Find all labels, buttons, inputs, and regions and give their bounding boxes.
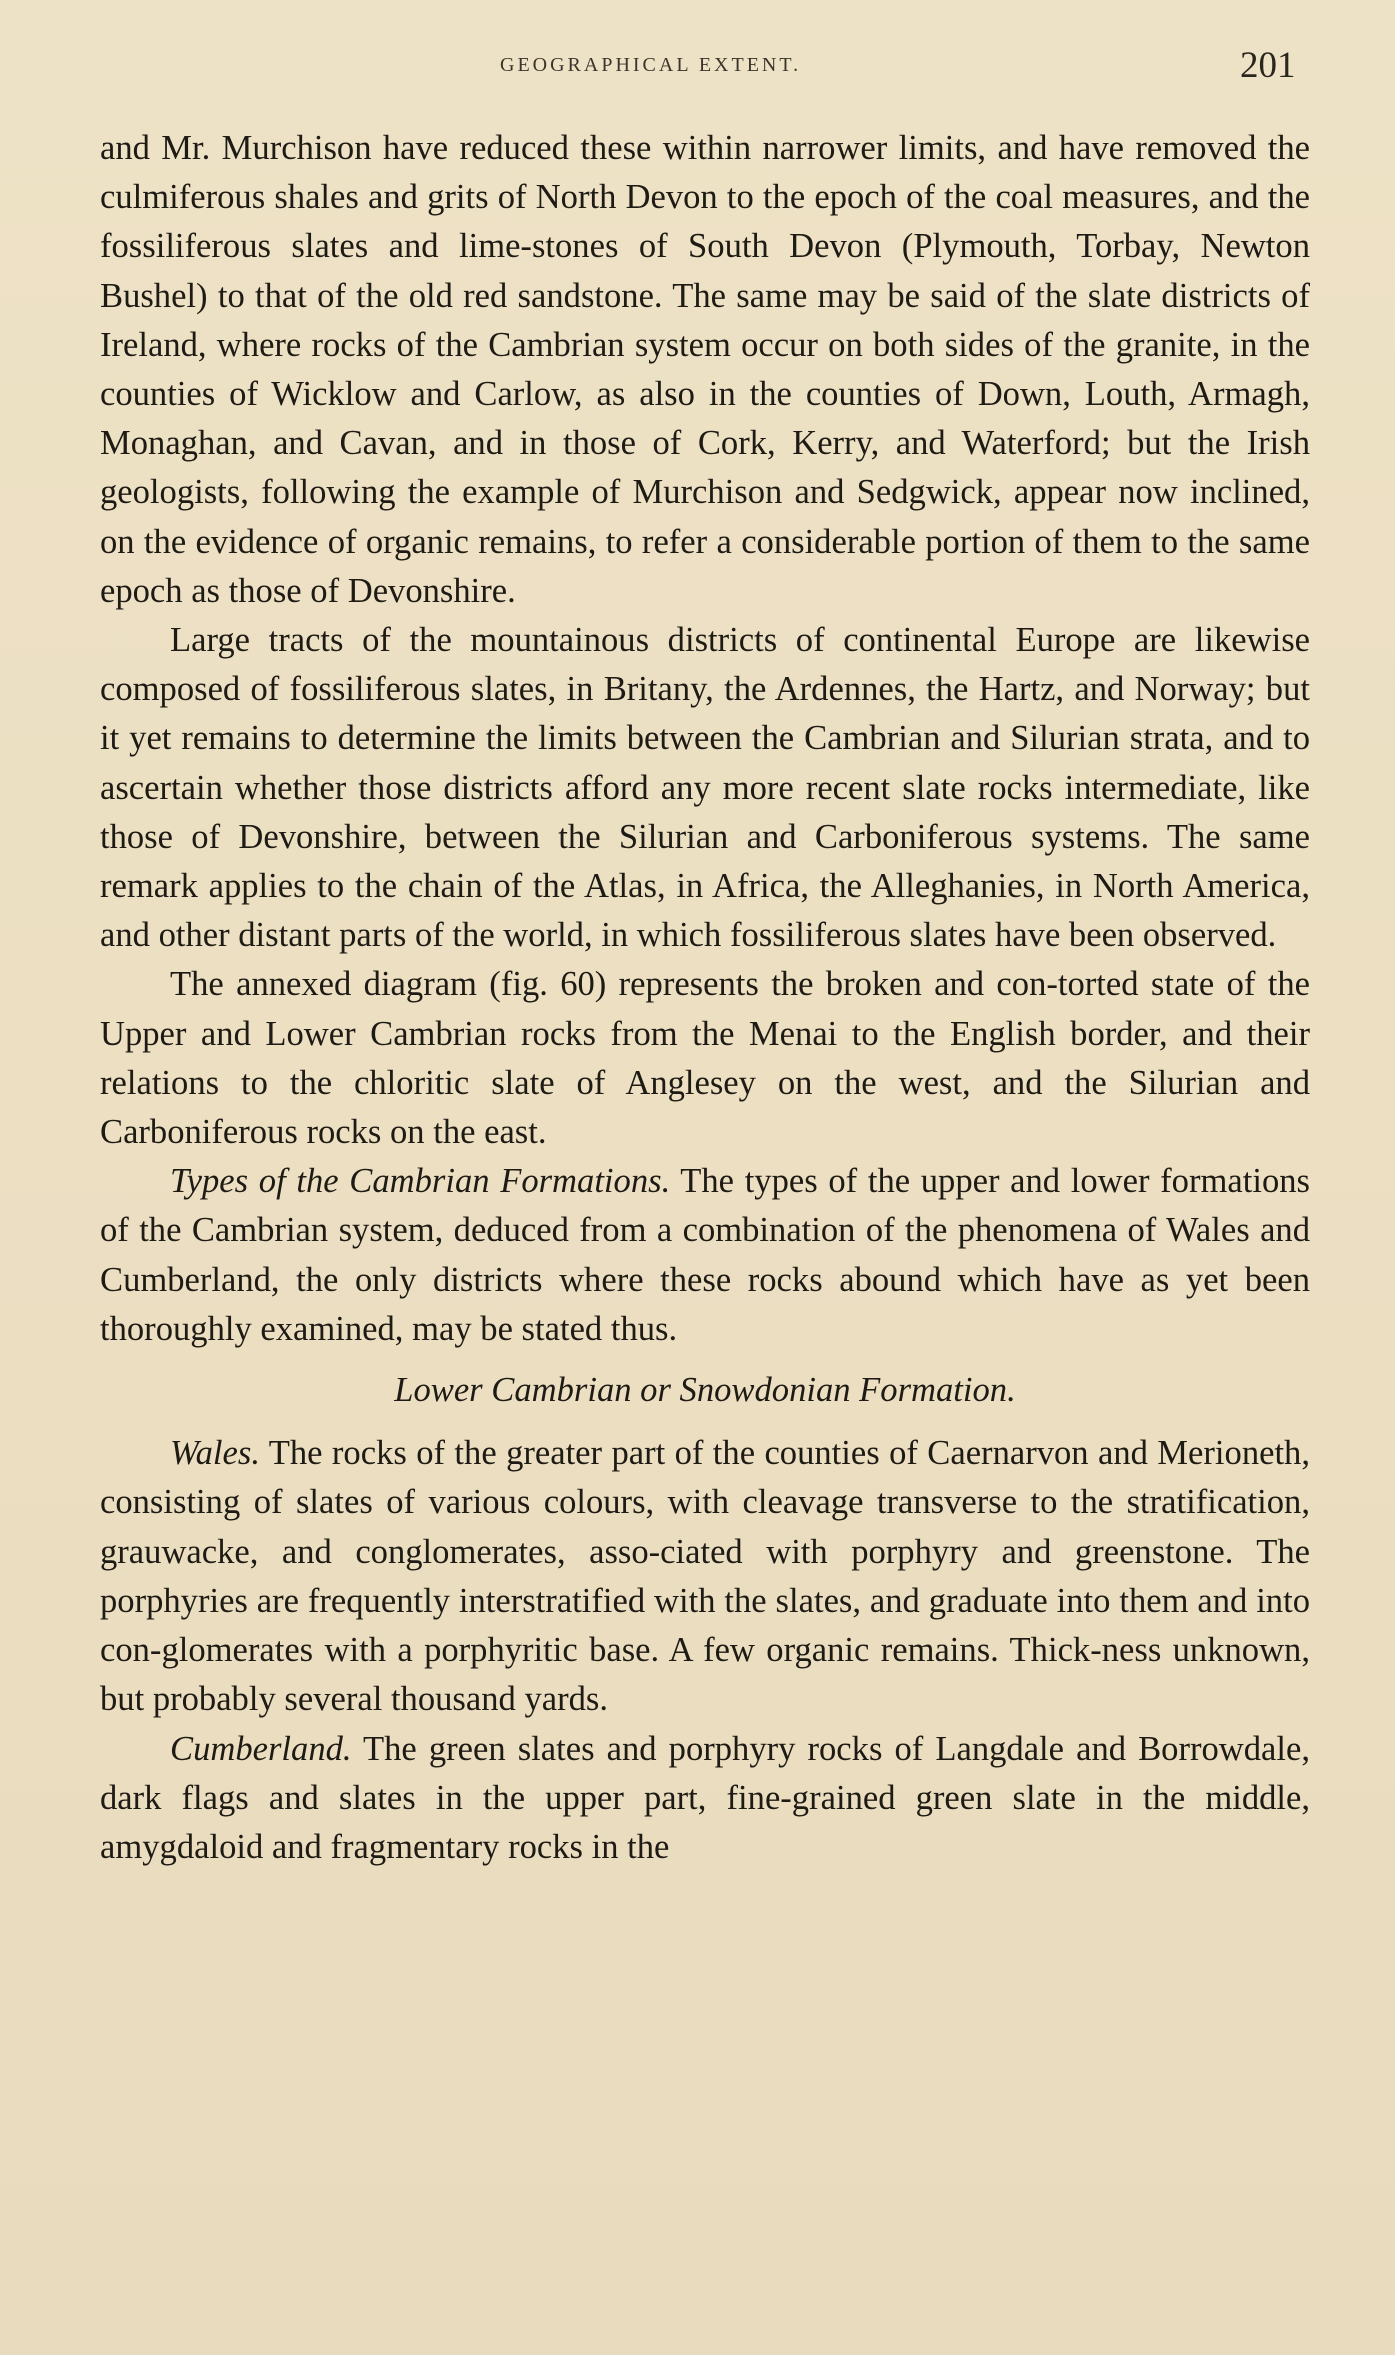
running-title: GEOGRAPHICAL EXTENT. [500,54,802,76]
paragraph-3: The annexed diagram (fig. 60) represents the broken and con-torted state of the Upper and Lower Cambrian rocks from the Menai to the English border, and their relations to the chloritic slate of Anglesey on the west, and the Silurian and Carboniferous rocks on the east. [100,965,1310,1152]
paragraph-2: Large tracts of the mountainous districts of continental Europe are likewise composed of fossiliferous slates, in Britany, the Ardennes, the Hartz, and Norway; but it yet remains to determine the limits between the Cambrian and Silurian strata, and to ascertain whether those districts afford any more recent slate rocks intermediate, like those of Devonshire, between the Silurian and Carboniferous systems. The same remark applies to the chain of the Atlas, in Africa, the Alleghanies, in North America, and other distant parts of the world, in which fossiliferous slates have been observed. [100,621,1310,955]
paragraph-wales-text: The rocks of the greater part of the counties of Caernarvon and Merioneth, consisting of slates of various colours, with cleavage transverse to the stratification, grauwacke, and conglomerates, asso-ciated with porphyry and greenstone. The porphyries are frequently interstratified with the slates, and graduate into them and into con-glomerates with a porphyritic base. A few organic remains. Thick-ness unknown, but probably several thousand yards. [100,1434,1310,1719]
paragraph-1: and Mr. Murchison have reduced these within narrower limits, and have removed the culmiferous shales and grits of North Devon to the epoch of the coal measures, and the fossiliferous slates and lime-stones of South Devon (Plymouth, Torbay, Newton Bushel) to that of the old red sandstone. The same may be said of the slate districts of Ireland, where rocks of the Cambrian system occur on both sides of the granite, in the counties of Wicklow and Carlow, as also in the counties of Down, Louth, Armagh, Monaghan, and Cavan, and in those of Cork, Kerry, and Waterford; but the Irish geologists, following the example of Murchison and Sedgwick, appear now inclined, on the evidence of organic remains, to refer a considerable portion of them to the same epoch as those of Devonshire. [100,129,1310,610]
page-number: 201 [1240,45,1296,86]
paragraph-4-text: The types of the upper and lower formations of the Cambrian system, deduced from a combination of the phenomena of Wales and Cumberland, the only districts where these rocks abound which have as yet been thoroughly examined, may be stated thus. [100,1162,1310,1348]
paragraph-4 [100,1157,1310,1354]
section-heading: Lower Cambrian or Snowdonian Formation. [394,1371,1016,1410]
body-text [100,124,1310,1872]
paragraph-cumberland [100,1725,1310,1873]
paragraph-4-lead: Types of the Cambrian Formations. [170,1162,671,1201]
running-head [0,44,1395,84]
paragraph-cumberland-lead: Cumberland. [170,1729,352,1768]
paragraph-wales [100,1429,1310,1724]
paragraph-wales-lead: Wales. [170,1434,260,1473]
paragraph-cumberland-text: The green slates and porphyry rocks of Langdale and Borrowdale, dark flags and slates in the upper part, fine-grained green slate in the middle, amygdaloid and fragmentary rocks in the [100,1729,1310,1866]
